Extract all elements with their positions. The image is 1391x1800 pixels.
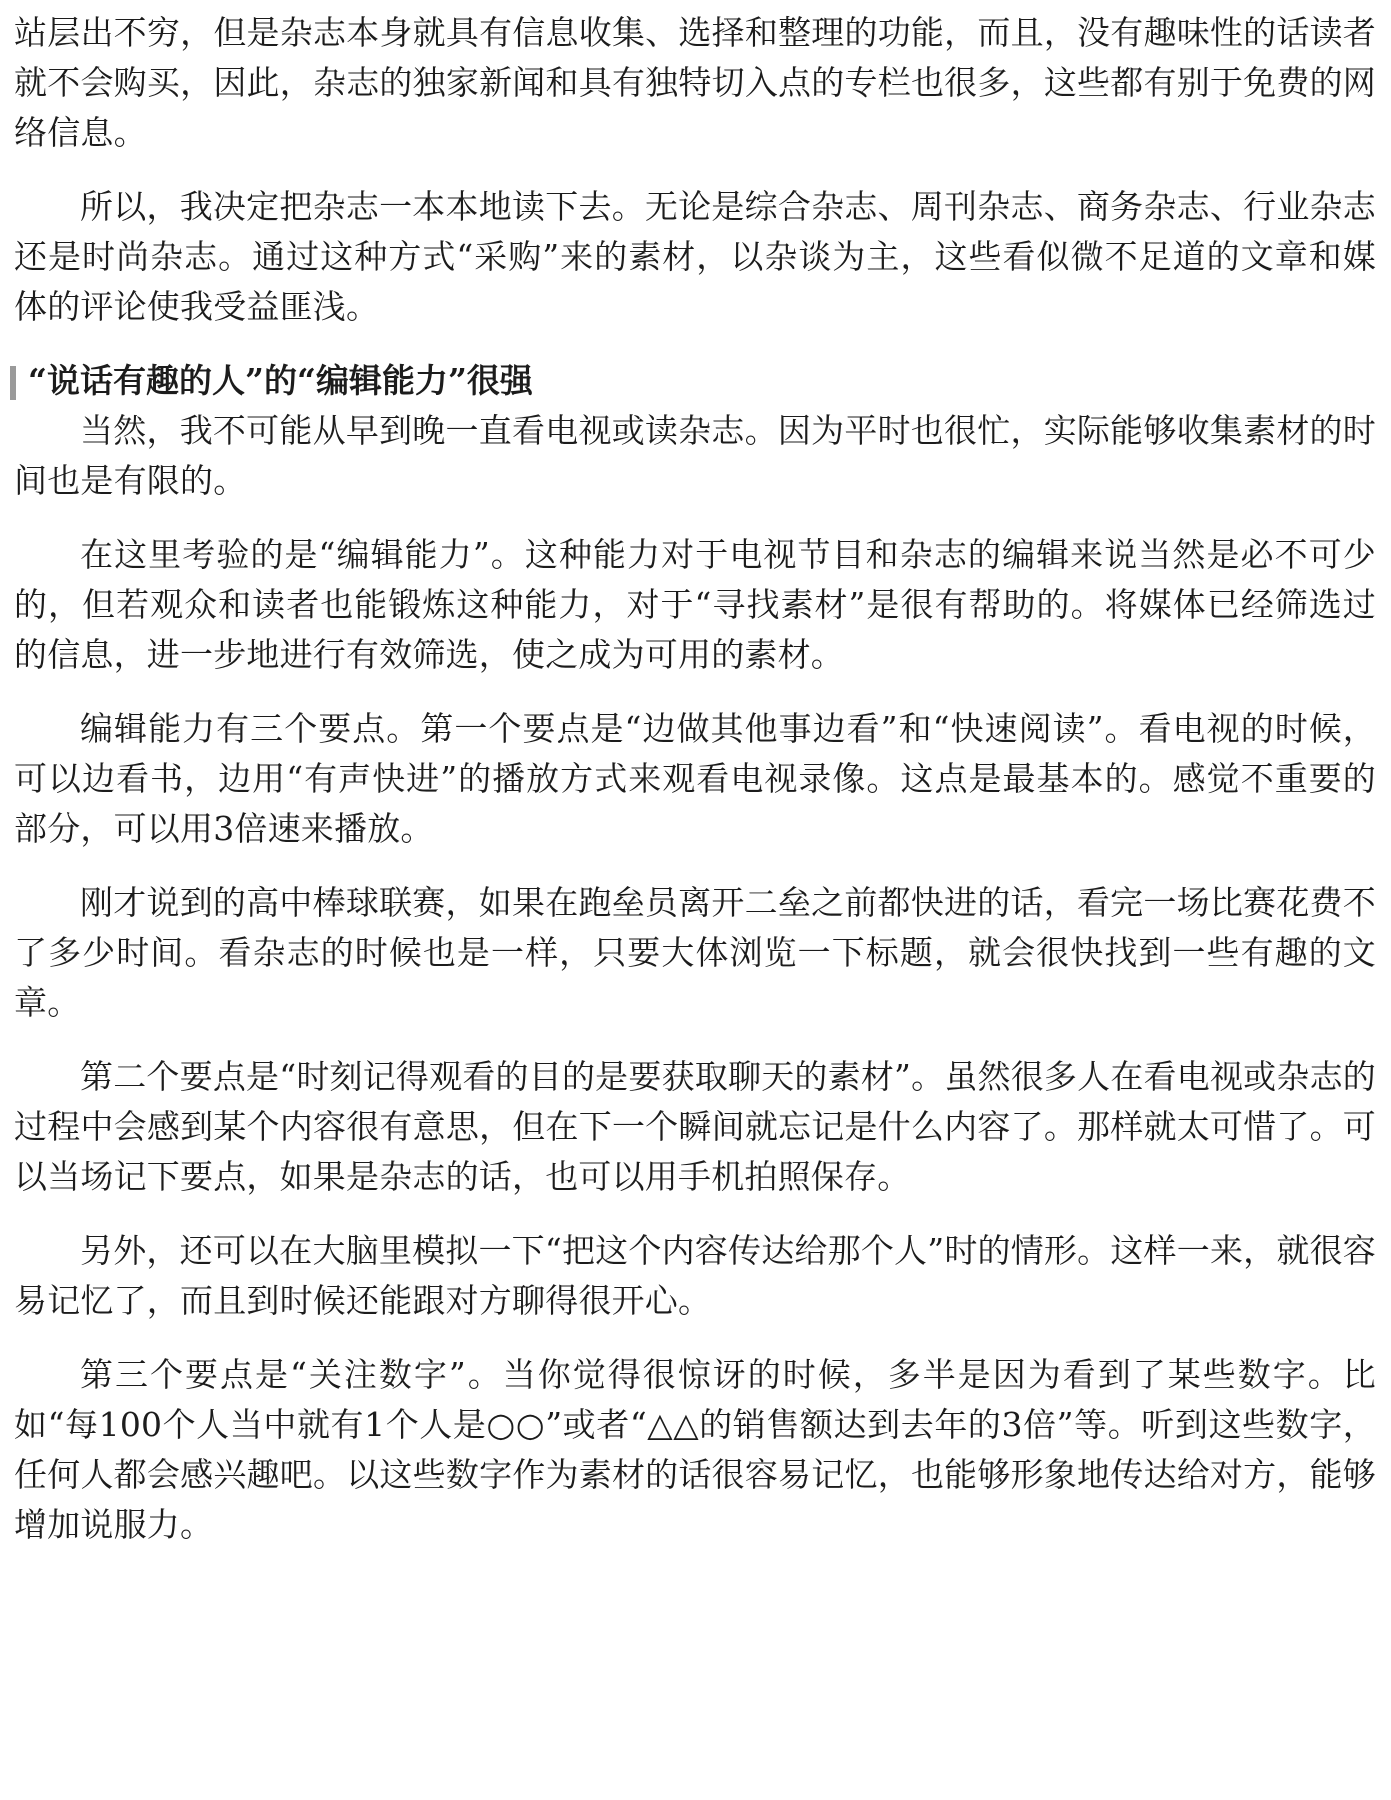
paragraph-gap: [14, 1326, 1376, 1350]
paragraph: 第二个要点是“时刻记得观看的目的是要获取聊天的素材”。虽然很多人在看电视或杂志的过程中会感到某个内容很有意思，但在下一个瞬间就忘记是什么内容了。那样就太可惜了。可以当场记下要点，如果是杂志的话，也可以用手机拍照保存。: [14, 1057, 1376, 1196]
paragraph: 编辑能力有三个要点。第一个要点是“边做其他事边看”和“快速阅读”。看电视的时候，可以边看书，边用“有声快进”的播放方式来观看电视录像。这点是最基本的。感觉不重要的部分，可以用3倍速来播放。: [14, 709, 1376, 848]
paragraph-continued: 站层出不穷，但是杂志本身就具有信息收集、选择和整理的功能，而且，没有趣味性的话读者就不会购买，因此，杂志的独家新闻和具有独特切入点的专栏也很多，这些都有别于免费的网络信息。: [14, 13, 1376, 152]
section-heading: [14, 356, 1376, 406]
heading-bar-marker: [10, 366, 16, 400]
paragraph: 所以，我决定把杂志一本本地读下去。无论是综合杂志、周刊杂志、商务杂志、行业杂志还是时尚杂志。通过这种方式“采购”来的素材，以杂谈为主，这些看似微不足道的文章和媒体的评论使我受益匪浅。: [14, 187, 1376, 326]
paragraph: 在这里考验的是“编辑能力”。这种能力对于电视节目和杂志的编辑来说当然是必不可少的，但若观众和读者也能锻炼这种能力，对于“寻找素材”是很有帮助的。将媒体已经筛选过的信息，进一步地进行有效筛选，使之成为可用的素材。: [14, 535, 1376, 674]
paragraph: 当然，我不可能从早到晚一直看电视或读杂志。因为平时也很忙，实际能够收集素材的时间也是有限的。: [14, 411, 1376, 500]
paragraph-gap: [14, 158, 1376, 182]
paragraph-gap: [14, 1202, 1376, 1226]
paragraph-gap: [14, 506, 1376, 530]
paragraph: 第三个要点是“关注数字”。当你觉得很惊讶的时候，多半是因为看到了某些数字。比如“每100个人当中就有1个人是○○”或者“△△的销售额达到去年的3倍”等。听到这些数字，任何人都会感兴趣吧。以这些数字作为素材的话很容易记忆，也能够形象地传达给对方，能够增加说服力。: [14, 1355, 1376, 1544]
paragraph-gap: [14, 854, 1376, 878]
paragraph: 另外，还可以在大脑里模拟一下“把这个内容传达给那个人”时的情形。这样一来，就很容易记忆了，而且到时候还能跟对方聊得很开心。: [14, 1231, 1376, 1320]
page-content: [14, 8, 1376, 1550]
paragraph-gap: [14, 1028, 1376, 1052]
section-heading-text: “说话有趣的人”的“编辑能力”很强: [28, 361, 533, 400]
paragraph: 刚才说到的高中棒球联赛，如果在跑垒员离开二垒之前都快进的话，看完一场比赛花费不了多少时间。看杂志的时候也是一样，只要大体浏览一下标题，就会很快找到一些有趣的文章。: [14, 883, 1376, 1022]
paragraph-gap: [14, 680, 1376, 704]
paragraph-gap: [14, 332, 1376, 356]
